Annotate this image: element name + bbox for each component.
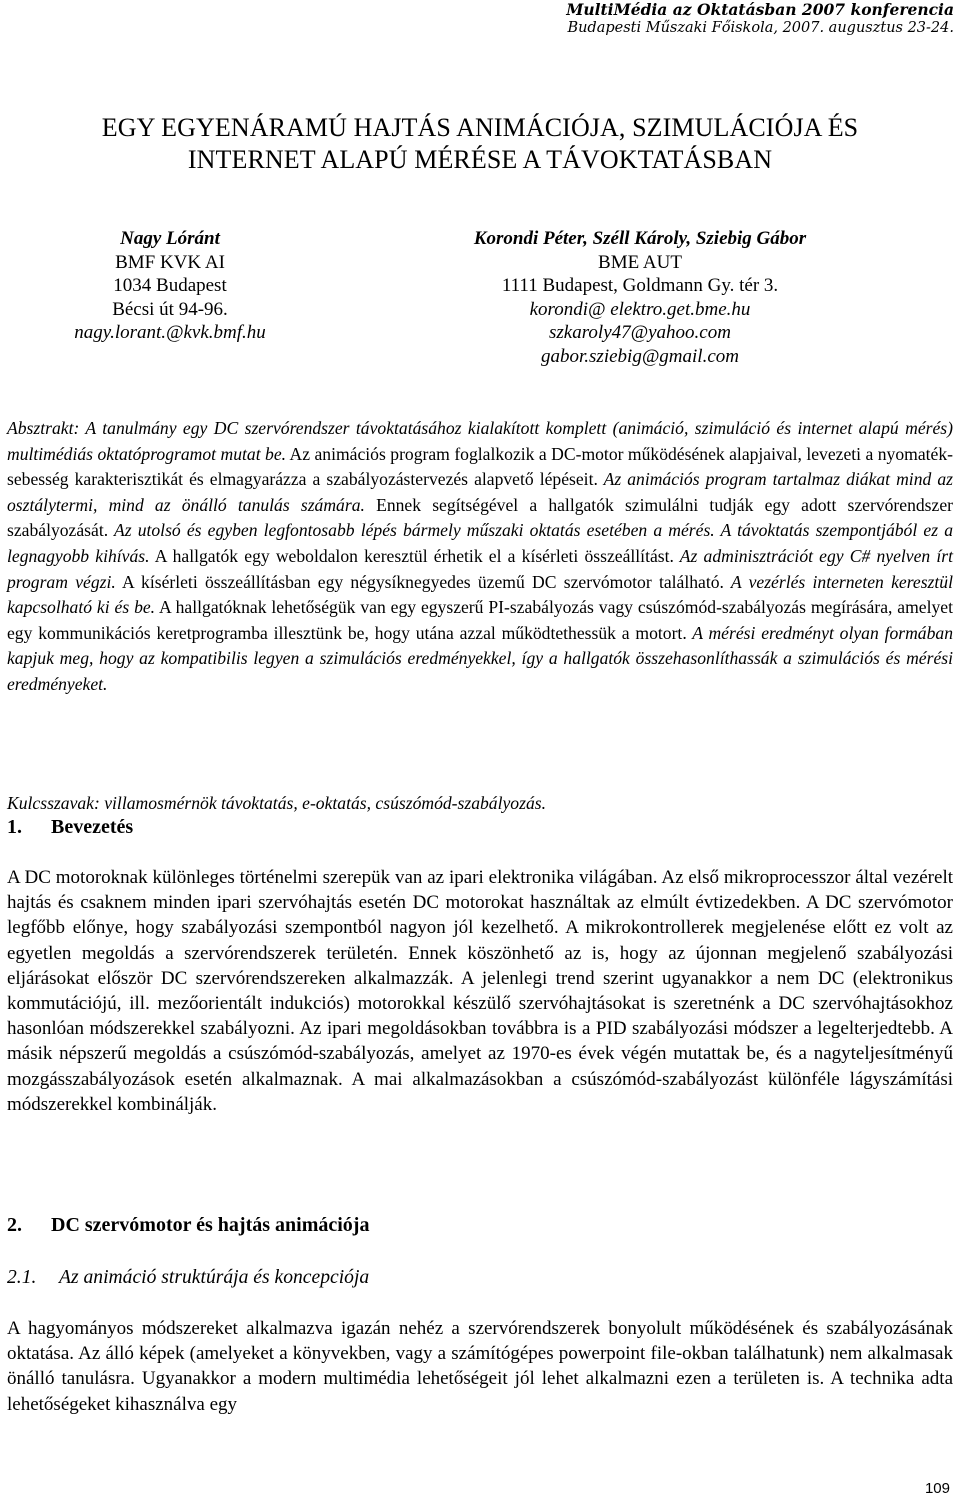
author-affiliation: BMF KVK AI bbox=[115, 251, 225, 273]
author-block-right bbox=[405, 227, 875, 368]
paper-title bbox=[0, 112, 960, 176]
abstract-text: Az animációs program tartalmaz diákat mind az osztálytermi, mind az önálló tanulás számára. bbox=[7, 469, 953, 515]
abstract-text: Ennek segítségével a hallgatók szimulálni tudják egy adott szervórendszer szabályozását. bbox=[7, 494, 953, 541]
section-number: 2. bbox=[7, 1214, 22, 1236]
subsection-heading bbox=[7, 1265, 369, 1291]
author-address: 1034 Budapest bbox=[113, 275, 227, 296]
keywords: Kulcsszavak: villamosmérnök távoktatás, e-oktatás, csúszómód-szabályozás. bbox=[7, 793, 546, 813]
author-email: korondi@ elektro.get.bme.hu bbox=[529, 298, 751, 320]
author-block-left bbox=[0, 227, 340, 345]
section-number: 1. bbox=[7, 816, 22, 838]
conference-venue: Budapesti Műszaki Főiskola, 2007. augusztus 23-24. bbox=[567, 20, 954, 36]
author-affiliation: BME AUT bbox=[598, 251, 682, 273]
body-paragraph: A DC motoroknak különleges történelmi szerepük van az ipari elektronika világában. Az első mikroprocesszor által vezérelt hajtás és csaknem minden ipari szervóhajtás esetén DC motorokat használtak az elmúlt évtizedekben. A DC szervómotor legfőbb előnye, hogy szabályozási szempontból nagyon jól kezelhető. A mikrokontrollerek megjelenése előtt ez volt az egyetlen megoldás a szervórendszerek területén. Ennek köszönhető az is, hogy az újonnan megjelenő szabályozási eljárásokat először DC szervórendszereken alkalmazzák. A jelenlegi trend szerint ugyanakkor a nem DC (elektronikus kommutációjú, ill. mezőorientált indukciós) motorokkal készülő szervóhajtásokat is szeretnénk a DC szervóhajtásokhoz hasonlóan módszerekkel szabályozni. Az ipari megoldásokban továbbra is a PID szabályozási módszer a legelterjedtebb. A másik népszerű megoldás a csúszómód-szabályozás, amelyet az 1970-es évek végén mutattak be, és a nagyteljesítményű mozgásszabályozások esetén alkalmaznak. A mai alkalmazásokban a csúszómód-szabályozást különféle lágyszámítási módszerekkel kombinálják. bbox=[7, 867, 953, 1115]
author-email: gabor.sziebig@gmail.com bbox=[541, 345, 739, 367]
abstract-text: Az animációs program foglalkozik a DC-motor működésének alapjaival, levezeti a nyomaték-sebesség karakterisztikát és elmagyarázza a szabályozástervezés alapvető lépéseit. bbox=[7, 443, 953, 490]
subsection-number: 2.1. bbox=[7, 1267, 37, 1288]
abstract bbox=[7, 416, 953, 698]
title-line: INTERNET ALAPÚ MÉRÉSE A TÁVOKTATÁSBAN bbox=[187, 145, 773, 174]
author-names: Korondi Péter, Széll Károly, Sziebig Gábor bbox=[473, 228, 807, 249]
author-name: Nagy Lóránt bbox=[120, 228, 220, 249]
abstract-text: A vezérlés interneten keresztül kapcsolható ki és be. bbox=[7, 571, 953, 618]
author-email: nagy.lorant.@kvk.bmf.hu bbox=[74, 322, 266, 343]
abstract-text: Az utolsó és egyben legfontosabb lépés bármely műszaki oktatás esetében a mérés. A távoktatás szempontjából ez a legnagyobb kihívás. bbox=[7, 520, 953, 566]
abstract-text: A kísérleti összeállításban egy négysíknegyedes üzemű DC szervómotor található. bbox=[115, 571, 724, 592]
author-email: szkaroly47@yahoo.com bbox=[549, 322, 731, 343]
abstract-text: Absztrakt: A tanulmány egy DC szervórendszer távoktatásához kialakított komplett (animáció, szimuláció és internet alapú mérés) multimédiás oktatóprogramot mutat be. bbox=[7, 418, 953, 464]
section-heading bbox=[7, 1212, 369, 1238]
section-heading bbox=[7, 814, 133, 840]
abstract-text: A hallgatóknak lehetőségük van egy egyszerű PI-szabályozás vagy csúszómód-szabályozás megírására, amelyet egy kommunikációs keretprogramba illesztünk be, hogy utána azzal működtethessük a motort. bbox=[7, 597, 953, 643]
author-address: Bécsi út 94-96. bbox=[112, 298, 228, 320]
conference-header bbox=[566, 0, 954, 38]
page-number: 109 bbox=[924, 1480, 950, 1497]
body-paragraph: A hagyományos módszereket alkalmazva igazán nehéz a szervórendszerek bonyolult működésének és szabályozásának oktatása. Az álló képek (amelyeket a könyvekben, vagy a számítógépes powerpoint file-okban találhatunk) nem alkalmasak önálló tanulásra. Ugyanakkor a modern multimédia lehetőségeit jól lehet alkalmazni ezen a területen is. A technika adta lehetőségeket kihasználva egy bbox=[7, 1318, 953, 1415]
section-title: DC szervómotor és hajtás animációja bbox=[51, 1214, 370, 1236]
subsection-title: Az animáció struktúrája és koncepciója bbox=[59, 1267, 370, 1288]
abstract-text: A hallgatók egy weboldalon keresztül érhetik el a kísérleti összeállítást. bbox=[149, 545, 674, 566]
section-title: Bevezetés bbox=[51, 816, 134, 838]
author-address: 1111 Budapest, Goldmann Gy. tér 3. bbox=[501, 275, 779, 296]
conference-name: MultiMédia az Oktatásban 2007 konferencia bbox=[566, 0, 954, 19]
abstract-text: A mérési eredményt olyan formában kapjuk meg, hogy az kompatibilis legyen a szimulációs eredményekkel, így a hallgatók összehasonlíthassák a szimulációs és mérési eredményeket. bbox=[7, 622, 953, 694]
abstract-text: Az adminisztrációt egy C# nyelven írt program végzi. bbox=[7, 545, 953, 592]
title-line: EGY EGYENÁRAMÚ HAJTÁS ANIMÁCIÓJA, SZIMULÁCIÓJA ÉS bbox=[101, 113, 859, 142]
